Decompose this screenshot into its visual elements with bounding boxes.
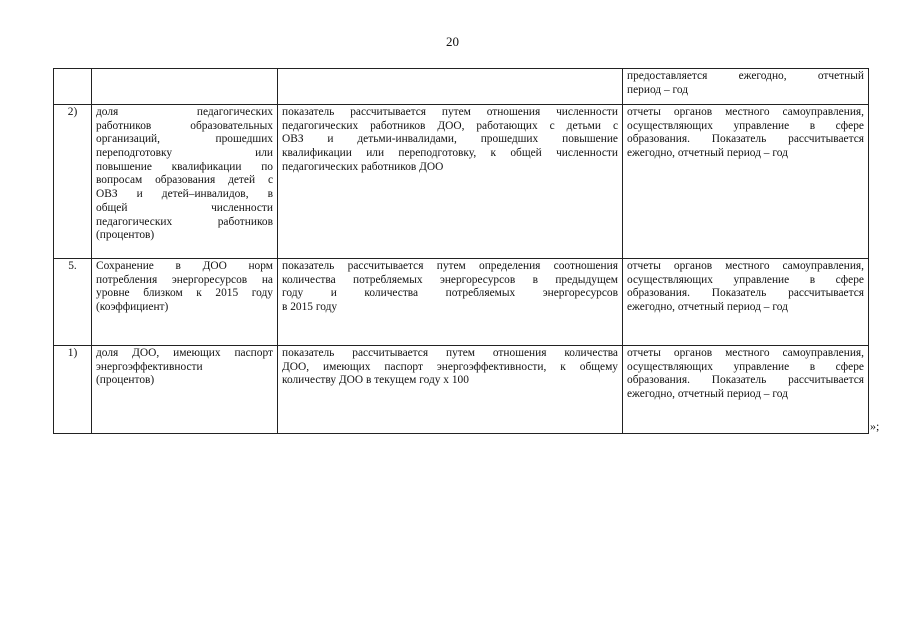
cell-text-line: организаций, прошедших xyxy=(96,133,273,146)
cell-text-line: педагогических работников ДОО xyxy=(282,160,444,173)
cell-text-line: осуществляющих управление в сфере xyxy=(627,273,864,286)
cell-text-line: ОВЗ и детей–инвалидов, в xyxy=(96,188,273,201)
row-number-cell: 5. xyxy=(54,259,92,346)
cell-text-line: ОВЗ и детьми-инвалидами, прошедших повышение xyxy=(282,133,618,146)
cell-text-line: количеству ДОО в текущем году х 100 xyxy=(282,374,469,387)
closing-quote-mark: »; xyxy=(870,419,880,433)
cell-text-line: ежегодно, отчетный период – год xyxy=(627,301,788,314)
cell-text-line: (коэффициент) xyxy=(96,301,169,314)
cell-text-line: доля педагогических xyxy=(96,106,273,118)
cell-text-line: квалификации или переподготовку, к общей численности xyxy=(282,147,618,160)
row-number-cell: 2) xyxy=(54,105,92,259)
table-row xyxy=(54,259,869,346)
cell-text-line: году и количества потребляемых энергоресурсов xyxy=(282,287,618,300)
method-cell xyxy=(278,69,623,105)
cell-text-line: показатель рассчитывается путем отношения численности xyxy=(282,106,618,118)
indicator-cell xyxy=(92,69,278,105)
row-number-cell: 1) xyxy=(54,346,92,434)
cell-text-line: отчеты органов местного самоуправления, xyxy=(627,106,864,118)
indicators-table xyxy=(53,68,869,434)
cell-text-line: (процентов) xyxy=(96,374,155,387)
cell-text-line: показатель рассчитывается путем определения соотношения xyxy=(282,260,618,272)
cell-text-line: доля ДОО, имеющих паспорт xyxy=(96,347,273,359)
cell-text-line: ДОО, имеющих паспорт энергоэффективности, к общему xyxy=(282,360,618,373)
cell-text-line: потребления энергоресурсов на xyxy=(96,273,273,286)
method-cell xyxy=(278,105,623,259)
cell-text-line: работников образовательных xyxy=(96,119,273,132)
cell-text-line: Сохранение в ДОО норм xyxy=(96,260,273,272)
cell-text-line: ежегодно, отчетный период – год xyxy=(627,147,788,160)
row-number-cell xyxy=(54,69,92,105)
cell-text-line: образования. Показатель рассчитывается xyxy=(627,133,864,146)
method-cell xyxy=(278,346,623,434)
cell-text-line: переподготовку или xyxy=(96,147,273,160)
table-row xyxy=(54,346,869,434)
table-row xyxy=(54,69,869,105)
source-cell xyxy=(623,259,869,346)
cell-text-line: осуществляющих управление в сфере xyxy=(627,119,864,132)
cell-text-line: энергоэффективности xyxy=(96,360,203,373)
indicator-cell xyxy=(92,346,278,434)
cell-text-line: вопросам образования детей с xyxy=(96,174,273,187)
cell-text-line: осуществляющих управление в сфере xyxy=(627,360,864,373)
cell-text-line: (процентов) xyxy=(96,229,155,242)
cell-text-line: период – год xyxy=(627,83,689,96)
cell-text-line: образования. Показатель рассчитывается xyxy=(627,287,864,300)
source-cell xyxy=(623,346,869,434)
cell-text-line: педагогических работников xyxy=(96,215,273,228)
cell-text-line: показатель рассчитывается путем отношения количества xyxy=(282,347,618,359)
cell-text-line: общей численности xyxy=(96,201,273,214)
cell-text-line: в 2015 году xyxy=(282,301,338,314)
source-cell xyxy=(623,105,869,259)
cell-text-line: ежегодно, отчетный период – год xyxy=(627,388,788,401)
cell-text-line: педагогических работников ДОО, работающих с детьми с xyxy=(282,119,618,132)
cell-text-line: отчеты органов местного самоуправления, xyxy=(627,260,864,272)
indicator-cell xyxy=(92,259,278,346)
page-number: 20 xyxy=(446,34,459,49)
indicator-cell xyxy=(92,105,278,259)
cell-text-line: предоставляется ежегодно, отчетный xyxy=(627,70,864,82)
cell-text-line: уровне близком к 2015 году xyxy=(96,287,273,300)
table-row xyxy=(54,105,869,259)
method-cell xyxy=(278,259,623,346)
cell-text-line: количества потребляемых энергоресурсов в предыдущем xyxy=(282,273,618,286)
cell-text-line: отчеты органов местного самоуправления, xyxy=(627,347,864,359)
cell-text-line: повышение квалификации по xyxy=(96,160,273,173)
source-cell xyxy=(623,69,869,105)
cell-text-line: образования. Показатель рассчитывается xyxy=(627,374,864,387)
